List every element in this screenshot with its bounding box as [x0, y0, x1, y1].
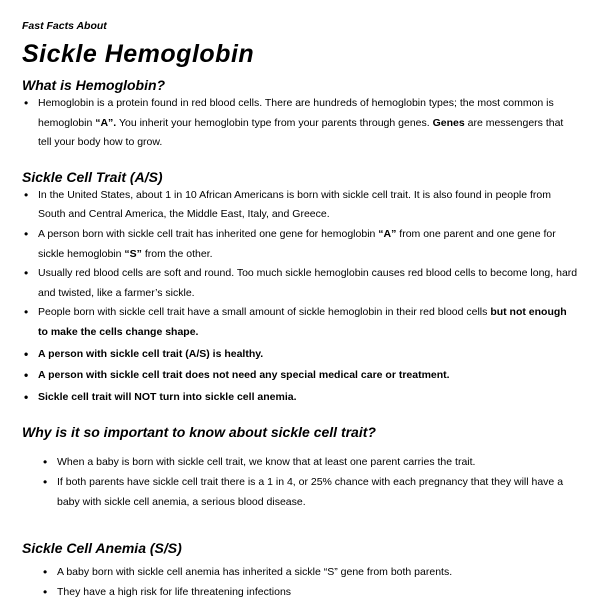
section-heading: Why is it so important to know about sickle cell trait? — [22, 424, 376, 441]
text-run: Hemoglobin is a protein found in red blood cells. There are hundreds of hemoglobin types; the most common is hemoglobin — [38, 97, 554, 129]
text-run: “S” — [124, 247, 142, 260]
document-section — [22, 77, 578, 153]
text-run: Sickle cell trait will NOT turn into sickle cell anemia. — [38, 390, 297, 403]
section-heading: What is Hemoglobin? — [22, 77, 166, 93]
text-run: When a baby is born with sickle cell trait, we know that at least one parent carries the trait. — [57, 456, 476, 469]
bullet-item — [22, 345, 578, 365]
text-run: Usually red blood cells are soft and round. Too much sickle hemoglobin causes red blood cells to become long, hard and twisted, like a farmer’s sickle. — [38, 267, 578, 299]
bullet-item — [22, 366, 578, 386]
text-run: “A”. — [95, 116, 117, 129]
text-run: “A” — [378, 227, 397, 240]
bullet-item — [22, 186, 578, 225]
page-title: Sickle Hemoglobin — [22, 40, 255, 68]
document-section — [22, 169, 578, 408]
text-run: Genes — [432, 116, 465, 129]
bullet-item — [41, 583, 578, 600]
bullet-item — [22, 94, 578, 153]
text-run: from one parent and one gene for sickle hemoglobin — [38, 227, 556, 260]
bullet-item — [41, 563, 578, 583]
bullet-item — [22, 388, 578, 408]
text-run: are messengers that tell your body how to grow. — [38, 116, 564, 149]
text-run: People born with sickle cell trait have a small amount of sickle hemoglobin in their red blood cells — [38, 306, 491, 319]
bullet-list — [22, 186, 578, 408]
section-heading: Sickle Cell Trait (A/S) — [22, 168, 163, 185]
text-run: A baby born with sickle cell anemia has inherited a sickle “S” gene from both parents. — [57, 566, 453, 579]
text-run: A person with sickle cell trait (A/S) is healthy. — [38, 347, 264, 360]
text-run: In the United States, about 1 in 10 African Americans is born with sickle cell trait. It is also found in people from South and Central America, the Middle East, Italy, and Greece. — [38, 188, 552, 221]
bullet-list — [41, 453, 578, 512]
document-kicker: Fast Facts About — [22, 20, 107, 32]
text-run: from the other. — [141, 247, 213, 260]
bullet-item — [41, 453, 578, 473]
bullet-item — [22, 225, 578, 264]
bullet-item — [22, 264, 578, 303]
text-run: You inherit your hemoglobin type from your parents through genes. — [116, 116, 433, 129]
text-run: but not enough to make the cells change shape. — [38, 306, 567, 338]
document-section — [22, 540, 578, 600]
bullet-list — [22, 94, 578, 153]
document-sections — [22, 77, 578, 600]
text-run: A person with sickle cell trait does not need any special medical care or treatment. — [38, 369, 450, 382]
text-run: They have a high risk for life threatening infections — [57, 585, 292, 598]
text-run: If both parents have sickle cell trait there is a 1 in 4, or 25% chance with each pregnancy that they will have a baby with sickle cell anemia, a serious blood disease. — [57, 475, 564, 508]
bullet-list — [41, 563, 578, 600]
bullet-item — [22, 303, 578, 342]
section-heading: Sickle Cell Anemia (S/S) — [22, 540, 182, 557]
text-run: A person born with sickle cell trait has inherited one gene for hemoglobin — [38, 227, 379, 240]
bullet-item — [41, 473, 578, 512]
document-section — [22, 424, 578, 512]
